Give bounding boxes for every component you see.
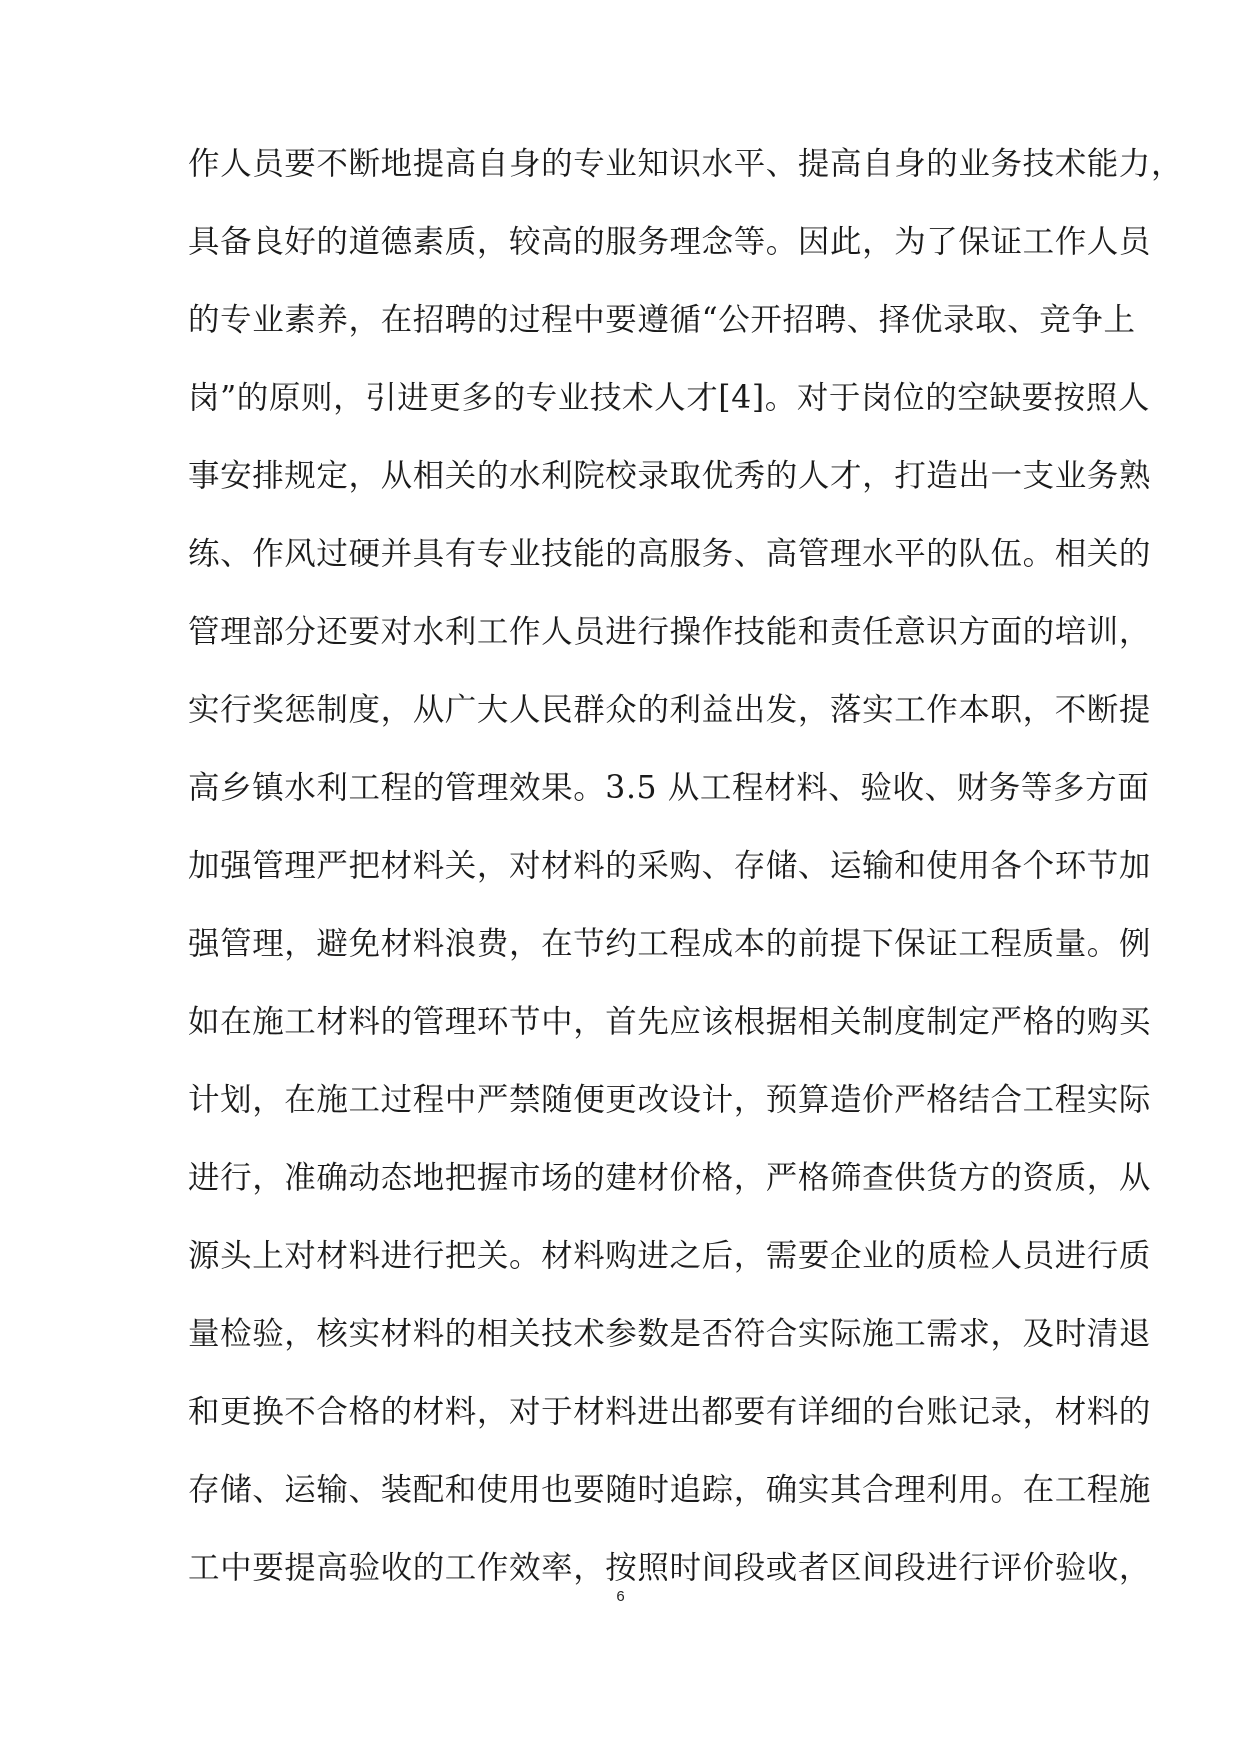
text-line: 的专业素养，在招聘的过程中要遵循“公开招聘、择优录取、竞争上: [188, 302, 1136, 338]
text-line: 练、作风过硬并具有专业技能的高服务、高管理水平的队伍。相关的: [188, 536, 1152, 572]
text-line: 岗”的原则，引进更多的专业技术人才[4]。对于岗位的空缺要按照人: [188, 380, 1150, 416]
text-line: 工中要提高验收的工作效率，按照时间段或者区间段进行评价验收，: [188, 1550, 1152, 1586]
text-line: 和更换不合格的材料，对于材料进出都要有详细的台账记录，材料的: [188, 1394, 1152, 1430]
text-line: 加强管理严把材料关，对材料的采购、存储、运输和使用各个环节加: [188, 848, 1152, 884]
text-line: 管理部分还要对水利工作人员进行操作技能和责任意识方面的培训，: [188, 614, 1152, 650]
text-line: 进行，准确动态地把握市场的建材价格，严格筛查供货方的资质，从: [188, 1160, 1152, 1196]
text-line: 具备良好的道德素质，较高的服务理念等。因此，为了保证工作人员: [188, 224, 1152, 260]
text-line: 高乡镇水利工程的管理效果。3.5 从工程材料、验收、财务等多方面: [188, 770, 1150, 806]
text-line: 实行奖惩制度，从广大人民群众的利益出发，落实工作本职，不断提: [188, 692, 1152, 728]
text-line: 事安排规定，从相关的水利院校录取优秀的人才，打造出一支业务熟: [188, 458, 1152, 494]
page-number: 6: [616, 1588, 625, 1605]
text-line: 存储、运输、装配和使用也要随时追踪，确实其合理利用。在工程施: [188, 1472, 1152, 1508]
text-line: 作人员要不断地提高自身的专业知识水平、提高自身的业务技术能力，: [188, 146, 1184, 182]
text-line: 源头上对材料进行把关。材料购进之后，需要企业的质检人员进行质: [188, 1238, 1152, 1274]
text-line: 计划，在施工过程中严禁随便更改设计，预算造价严格结合工程实际: [188, 1082, 1152, 1118]
text-line: 强管理，避免材料浪费，在节约工程成本的前提下保证工程质量。例: [188, 926, 1152, 962]
body-text: [188, 125, 1184, 1607]
text-line: 如在施工材料的管理环节中，首先应该根据相关制度制定严格的购买: [188, 1004, 1152, 1040]
text-line: 量检验，核实材料的相关技术参数是否符合实际施工需求，及时清退: [188, 1316, 1152, 1352]
